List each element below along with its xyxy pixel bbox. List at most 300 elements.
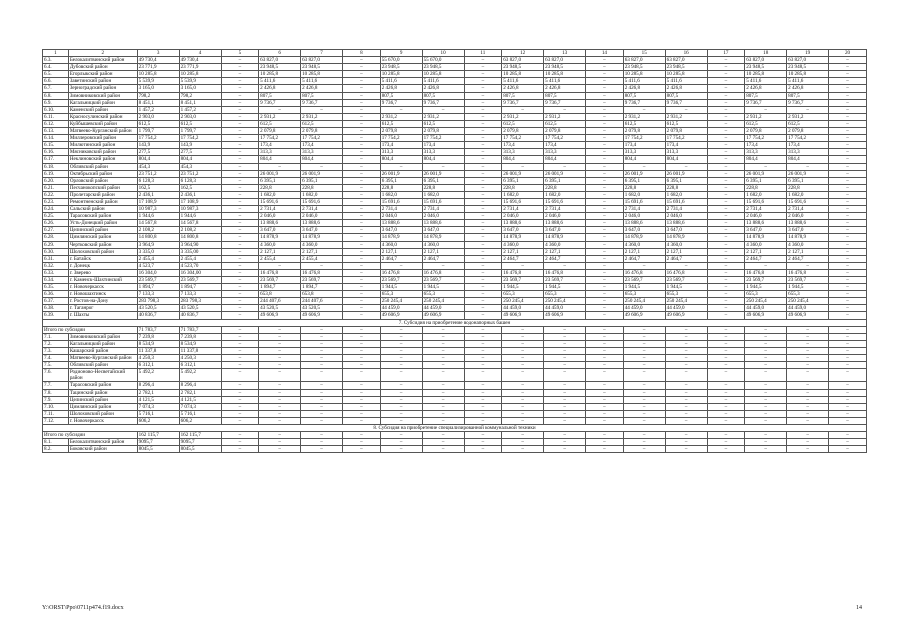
value-cell: – <box>665 432 707 439</box>
value-cell: – <box>829 432 867 439</box>
value-cell: 4 360,0 <box>422 241 464 248</box>
value-cell: 807,5 <box>787 92 829 99</box>
value-cell: 15 691,6 <box>301 198 343 205</box>
row-number: 8.1. <box>43 439 69 446</box>
value-cell: – <box>422 326 464 333</box>
value-cell: – <box>221 347 259 354</box>
value-cell: – <box>707 170 745 177</box>
value-cell: 612,5 <box>422 120 464 127</box>
value-cell: 653,8 <box>301 291 343 298</box>
value-cell: 173,4 <box>422 142 464 149</box>
value-cell: – <box>586 149 624 156</box>
value-cell: – <box>464 149 502 156</box>
value-cell: 23 948,5 <box>422 64 464 71</box>
value-cell: 2 464,7 <box>787 255 829 262</box>
table-row <box>43 369 867 382</box>
value-cell: 612,5 <box>301 120 343 127</box>
value-cell: – <box>221 291 259 298</box>
value-cell: – <box>464 255 502 262</box>
value-cell: 26 001,9 <box>623 170 665 177</box>
value-cell: – <box>707 439 745 446</box>
value-cell: 23 569,7 <box>502 277 544 284</box>
table-row <box>43 227 867 234</box>
municipality-name: Цимлянский район <box>68 403 137 410</box>
value-cell: – <box>343 417 381 424</box>
value-cell: – <box>586 326 624 333</box>
value-cell: 804,4 <box>259 156 301 163</box>
value-cell: – <box>707 92 745 99</box>
value-cell: – <box>623 403 665 410</box>
value-cell: 2 903,0 <box>137 113 179 120</box>
value-cell: 2 079,8 <box>422 128 464 135</box>
value-cell: 228,8 <box>623 184 665 191</box>
value-cell: 807,5 <box>623 92 665 99</box>
value-cell: – <box>422 347 464 354</box>
municipality-name: г. Новочеркасск <box>68 284 137 291</box>
value-cell: – <box>586 57 624 64</box>
municipality-name: г. Донецк <box>68 262 137 269</box>
municipality-name: Егорлыкский район <box>68 71 137 78</box>
value-cell: – <box>829 85 867 92</box>
value-cell: 804,4 <box>179 156 221 163</box>
value-cell: – <box>707 255 745 262</box>
value-cell: – <box>343 170 381 177</box>
value-cell: 3 647,0 <box>745 227 787 234</box>
value-cell: – <box>380 389 422 396</box>
value-cell: 2 731,4 <box>380 206 422 213</box>
total-label: Итого по субсидии <box>43 326 138 333</box>
value-cell: 1 682,0 <box>301 191 343 198</box>
row-number: 7.12. <box>43 417 69 424</box>
value-cell: – <box>221 227 259 234</box>
value-cell: – <box>343 106 381 113</box>
value-cell: 8045,5 <box>179 446 221 453</box>
value-cell: 804,4 <box>665 156 707 163</box>
table-row <box>43 439 867 446</box>
value-cell: – <box>221 340 259 347</box>
value-cell: – <box>221 417 259 424</box>
municipality-name: Боковский район <box>68 446 137 453</box>
value-cell: 23 569,7 <box>137 277 179 284</box>
value-cell: 13 888,6 <box>544 220 586 227</box>
row-number: 6.20. <box>43 177 69 184</box>
value-cell: 23 569,7 <box>787 277 829 284</box>
value-cell: – <box>745 439 787 446</box>
municipality-name: Зерноградский район <box>68 85 137 92</box>
value-cell: – <box>544 333 586 340</box>
value-cell: 1 944,6 <box>137 213 179 220</box>
value-cell: 313,3 <box>502 149 544 156</box>
row-number: 6.17. <box>43 156 69 163</box>
table-row <box>43 340 867 347</box>
row-number: 6.39. <box>43 312 69 319</box>
value-cell: 173,4 <box>665 142 707 149</box>
value-cell: – <box>343 262 381 269</box>
value-cell: – <box>745 382 787 389</box>
value-cell: – <box>707 417 745 424</box>
value-cell: 10 285,8 <box>422 71 464 78</box>
value-cell: – <box>787 417 829 424</box>
value-cell: – <box>221 396 259 403</box>
value-cell: 313,3 <box>544 149 586 156</box>
value-cell: – <box>707 389 745 396</box>
value-cell: – <box>586 362 624 369</box>
value-cell: 2 046,0 <box>745 213 787 220</box>
value-cell: – <box>502 326 544 333</box>
value-cell: 655,3 <box>665 291 707 298</box>
value-cell: 6 128,3 <box>137 177 179 184</box>
value-cell: 13 888,6 <box>623 220 665 227</box>
value-cell: 13 888,6 <box>665 220 707 227</box>
value-cell: – <box>221 432 259 439</box>
value-cell: – <box>422 262 464 269</box>
value-cell: 807,5 <box>422 92 464 99</box>
value-cell: 3 165,0 <box>137 85 179 92</box>
value-cell: 2 079,8 <box>745 128 787 135</box>
column-number-cell: 8 <box>343 50 381 57</box>
value-cell: 2 046,0 <box>544 213 586 220</box>
value-cell: – <box>707 291 745 298</box>
value-cell: – <box>301 369 343 382</box>
value-cell: 44 459,0 <box>422 305 464 312</box>
value-cell: – <box>343 92 381 99</box>
value-cell: 4 360,0 <box>502 241 544 248</box>
value-cell: 9 736,7 <box>544 99 586 106</box>
value-cell: – <box>707 120 745 127</box>
value-cell: 655,3 <box>380 291 422 298</box>
value-cell: 2 731,4 <box>544 206 586 213</box>
value-cell: – <box>665 417 707 424</box>
value-cell: 5 411,6 <box>301 78 343 85</box>
value-cell: 49 606,9 <box>745 312 787 319</box>
table-row <box>43 262 867 269</box>
value-cell: – <box>544 403 586 410</box>
value-cell: 26 001,9 <box>665 170 707 177</box>
value-cell: – <box>464 156 502 163</box>
value-cell: – <box>464 106 502 113</box>
value-cell: – <box>343 389 381 396</box>
value-cell: – <box>343 227 381 234</box>
row-number: 6.6. <box>43 78 69 85</box>
table-row <box>43 347 867 354</box>
row-number: 7.7. <box>43 382 69 389</box>
row-number: 7.10. <box>43 403 69 410</box>
value-cell: – <box>221 177 259 184</box>
value-cell: 4 360,0 <box>380 241 422 248</box>
value-cell: – <box>259 106 301 113</box>
value-cell: 2 731,4 <box>623 206 665 213</box>
value-cell: – <box>221 255 259 262</box>
value-cell: 6 395,1 <box>301 177 343 184</box>
value-cell: 15 691,6 <box>502 198 544 205</box>
value-cell: 313,3 <box>665 149 707 156</box>
value-cell: – <box>464 128 502 135</box>
value-cell: – <box>745 347 787 354</box>
row-number: 6.22. <box>43 191 69 198</box>
value-cell: – <box>787 382 829 389</box>
value-cell: – <box>221 446 259 453</box>
value-cell: 8 451,1 <box>137 99 179 106</box>
value-cell: – <box>829 241 867 248</box>
value-cell: 1 944,5 <box>502 284 544 291</box>
value-cell: 14 878,9 <box>745 234 787 241</box>
value-cell: 277,5 <box>179 149 221 156</box>
value-cell: – <box>586 135 624 142</box>
value-cell: – <box>586 170 624 177</box>
value-cell: – <box>221 241 259 248</box>
value-cell: 43 520,5 <box>259 305 301 312</box>
value-cell: 1 457,2 <box>179 106 221 113</box>
value-cell: 2 079,8 <box>380 128 422 135</box>
table-row <box>43 177 867 184</box>
value-cell: – <box>464 403 502 410</box>
value-cell: – <box>586 213 624 220</box>
value-cell: – <box>829 220 867 227</box>
value-cell: – <box>464 78 502 85</box>
value-cell: 3 647,0 <box>259 227 301 234</box>
value-cell: 23 569,7 <box>745 277 787 284</box>
value-cell: – <box>745 432 787 439</box>
municipality-name: Чертковский район <box>68 241 137 248</box>
table-row <box>43 198 867 205</box>
value-cell: – <box>502 446 544 453</box>
value-cell: 162,5 <box>179 184 221 191</box>
value-cell: – <box>221 220 259 227</box>
value-cell: 23 569,7 <box>544 277 586 284</box>
value-cell: 807,5 <box>544 92 586 99</box>
value-cell: 26 001,9 <box>544 170 586 177</box>
value-cell: – <box>623 396 665 403</box>
value-cell: – <box>586 340 624 347</box>
table-row <box>43 312 867 319</box>
value-cell: – <box>221 333 259 340</box>
value-cell: 26 001,9 <box>301 170 343 177</box>
column-number-cell: 17 <box>707 50 745 57</box>
value-cell: – <box>665 369 707 382</box>
value-cell: 17 754,2 <box>623 135 665 142</box>
value-cell: – <box>586 191 624 198</box>
value-cell: – <box>665 355 707 362</box>
value-cell: – <box>707 213 745 220</box>
value-cell: 44 459,0 <box>544 305 586 312</box>
value-cell: – <box>343 382 381 389</box>
value-cell: – <box>586 298 624 305</box>
value-cell: 2 931,2 <box>301 113 343 120</box>
value-cell: – <box>586 347 624 354</box>
value-cell: 2 127,1 <box>502 248 544 255</box>
value-cell: – <box>544 369 586 382</box>
value-cell: – <box>221 410 259 417</box>
value-cell: 4 360,0 <box>259 241 301 248</box>
value-cell: – <box>829 305 867 312</box>
value-cell: 23 948,5 <box>745 64 787 71</box>
value-cell: 10 987,3 <box>137 206 179 213</box>
value-cell: – <box>343 269 381 276</box>
value-cell: 26 001,9 <box>787 170 829 177</box>
value-cell: – <box>586 255 624 262</box>
value-cell: 43 520,5 <box>301 305 343 312</box>
value-cell: 7 133,3 <box>179 291 221 298</box>
value-cell: – <box>586 120 624 127</box>
column-number-cell: 3 <box>137 50 179 57</box>
value-cell: – <box>502 382 544 389</box>
value-cell: – <box>829 156 867 163</box>
table-row <box>43 113 867 120</box>
value-cell: – <box>707 135 745 142</box>
value-cell: – <box>343 298 381 305</box>
value-cell: – <box>707 78 745 85</box>
value-cell: – <box>502 417 544 424</box>
value-cell: 3 335,00 <box>179 248 221 255</box>
value-cell: – <box>623 446 665 453</box>
value-cell: 16 476,8 <box>665 269 707 276</box>
value-cell: 2 108,2 <box>137 227 179 234</box>
value-cell: 143,9 <box>179 142 221 149</box>
municipality-name: Усть-Донецкий район <box>68 220 137 227</box>
value-cell: 4 523,70 <box>179 262 221 269</box>
value-cell: – <box>586 227 624 234</box>
value-cell: 14 878,9 <box>787 234 829 241</box>
value-cell: 2 731,4 <box>502 206 544 213</box>
value-cell: 2 079,8 <box>544 128 586 135</box>
value-cell: 49 606,9 <box>259 312 301 319</box>
column-number-cell: 2 <box>68 50 137 57</box>
value-cell: – <box>544 396 586 403</box>
value-cell: 13 888,6 <box>787 220 829 227</box>
value-cell: – <box>301 333 343 340</box>
value-cell: – <box>422 417 464 424</box>
value-cell: – <box>707 262 745 269</box>
value-cell: 9095,7 <box>137 439 179 446</box>
value-cell: – <box>586 85 624 92</box>
value-cell: – <box>464 234 502 241</box>
table-row <box>43 305 867 312</box>
value-cell: – <box>464 382 502 389</box>
value-cell: – <box>343 120 381 127</box>
value-cell: 63 827,0 <box>787 57 829 64</box>
value-cell: 2 127,1 <box>259 248 301 255</box>
value-cell: – <box>422 446 464 453</box>
table-row <box>43 220 867 227</box>
value-cell: 23 948,5 <box>380 64 422 71</box>
value-cell: 49 606,9 <box>787 312 829 319</box>
value-cell: 6 128,3 <box>179 177 221 184</box>
value-cell: – <box>259 403 301 410</box>
value-cell: – <box>787 369 829 382</box>
value-cell: – <box>829 184 867 191</box>
value-cell: 2 931,2 <box>665 113 707 120</box>
value-cell: – <box>301 417 343 424</box>
row-number: 6.38. <box>43 305 69 312</box>
value-cell: 5 539,9 <box>137 78 179 85</box>
value-cell: – <box>586 220 624 227</box>
value-cell: – <box>221 389 259 396</box>
value-cell: 1 682,0 <box>745 191 787 198</box>
value-cell: 173,4 <box>745 142 787 149</box>
value-cell: – <box>221 277 259 284</box>
value-cell: 49 606,9 <box>301 312 343 319</box>
value-cell: 2 426,8 <box>502 85 544 92</box>
row-number: 6.14. <box>43 135 69 142</box>
value-cell: 2 426,8 <box>787 85 829 92</box>
value-cell: – <box>502 262 544 269</box>
value-cell: 16 476,8 <box>380 269 422 276</box>
value-cell: – <box>707 382 745 389</box>
value-cell: 23 948,5 <box>665 64 707 71</box>
value-cell: – <box>745 333 787 340</box>
value-cell: – <box>707 177 745 184</box>
value-cell: – <box>623 333 665 340</box>
value-cell: – <box>707 142 745 149</box>
value-cell: – <box>665 262 707 269</box>
value-cell: – <box>829 291 867 298</box>
value-cell: – <box>301 347 343 354</box>
value-cell: 2 464,7 <box>380 255 422 262</box>
value-cell: – <box>221 92 259 99</box>
value-cell: 2 426,8 <box>665 85 707 92</box>
value-cell: – <box>586 410 624 417</box>
value-cell: 2 426,8 <box>422 85 464 92</box>
value-cell: – <box>221 120 259 127</box>
value-cell: 2 127,1 <box>422 248 464 255</box>
value-cell: – <box>259 262 301 269</box>
value-cell: – <box>464 347 502 354</box>
value-cell: – <box>586 277 624 284</box>
municipality-name: Матвеево-Курганский район <box>68 128 137 135</box>
table-row <box>43 57 867 64</box>
value-cell: – <box>623 355 665 362</box>
value-cell: 2 127,1 <box>623 248 665 255</box>
value-cell: – <box>221 71 259 78</box>
value-cell: – <box>301 446 343 453</box>
value-cell: – <box>464 142 502 149</box>
value-cell: 283 798,3 <box>179 298 221 305</box>
value-cell: – <box>343 149 381 156</box>
value-cell: – <box>259 439 301 446</box>
value-cell: 8 451,1 <box>179 99 221 106</box>
value-cell: – <box>745 410 787 417</box>
table-row <box>43 92 867 99</box>
value-cell: – <box>707 355 745 362</box>
value-cell: – <box>343 277 381 284</box>
value-cell: 26 001,9 <box>380 170 422 177</box>
value-cell: 1 682,0 <box>502 191 544 198</box>
value-cell: 17 754,2 <box>137 135 179 142</box>
row-number: 7.1. <box>43 333 69 340</box>
value-cell: 4 121,5 <box>179 396 221 403</box>
value-cell: 313,3 <box>422 149 464 156</box>
municipality-name: г. Ростов-на-Дону <box>68 298 137 305</box>
value-cell: – <box>707 241 745 248</box>
value-cell: – <box>745 326 787 333</box>
value-cell: 49 606,9 <box>422 312 464 319</box>
value-cell: 454,3 <box>137 163 179 170</box>
value-cell: – <box>380 396 422 403</box>
value-cell: – <box>787 262 829 269</box>
value-cell: 23 948,5 <box>623 64 665 71</box>
value-cell: – <box>343 177 381 184</box>
value-cell: 16 476,8 <box>623 269 665 276</box>
value-cell: 16 476,8 <box>301 269 343 276</box>
value-cell: – <box>422 362 464 369</box>
value-cell: – <box>829 262 867 269</box>
value-cell: – <box>464 227 502 234</box>
value-cell: – <box>787 446 829 453</box>
value-cell: – <box>829 446 867 453</box>
row-number: 7.3. <box>43 347 69 354</box>
value-cell: – <box>464 284 502 291</box>
value-cell: – <box>745 355 787 362</box>
